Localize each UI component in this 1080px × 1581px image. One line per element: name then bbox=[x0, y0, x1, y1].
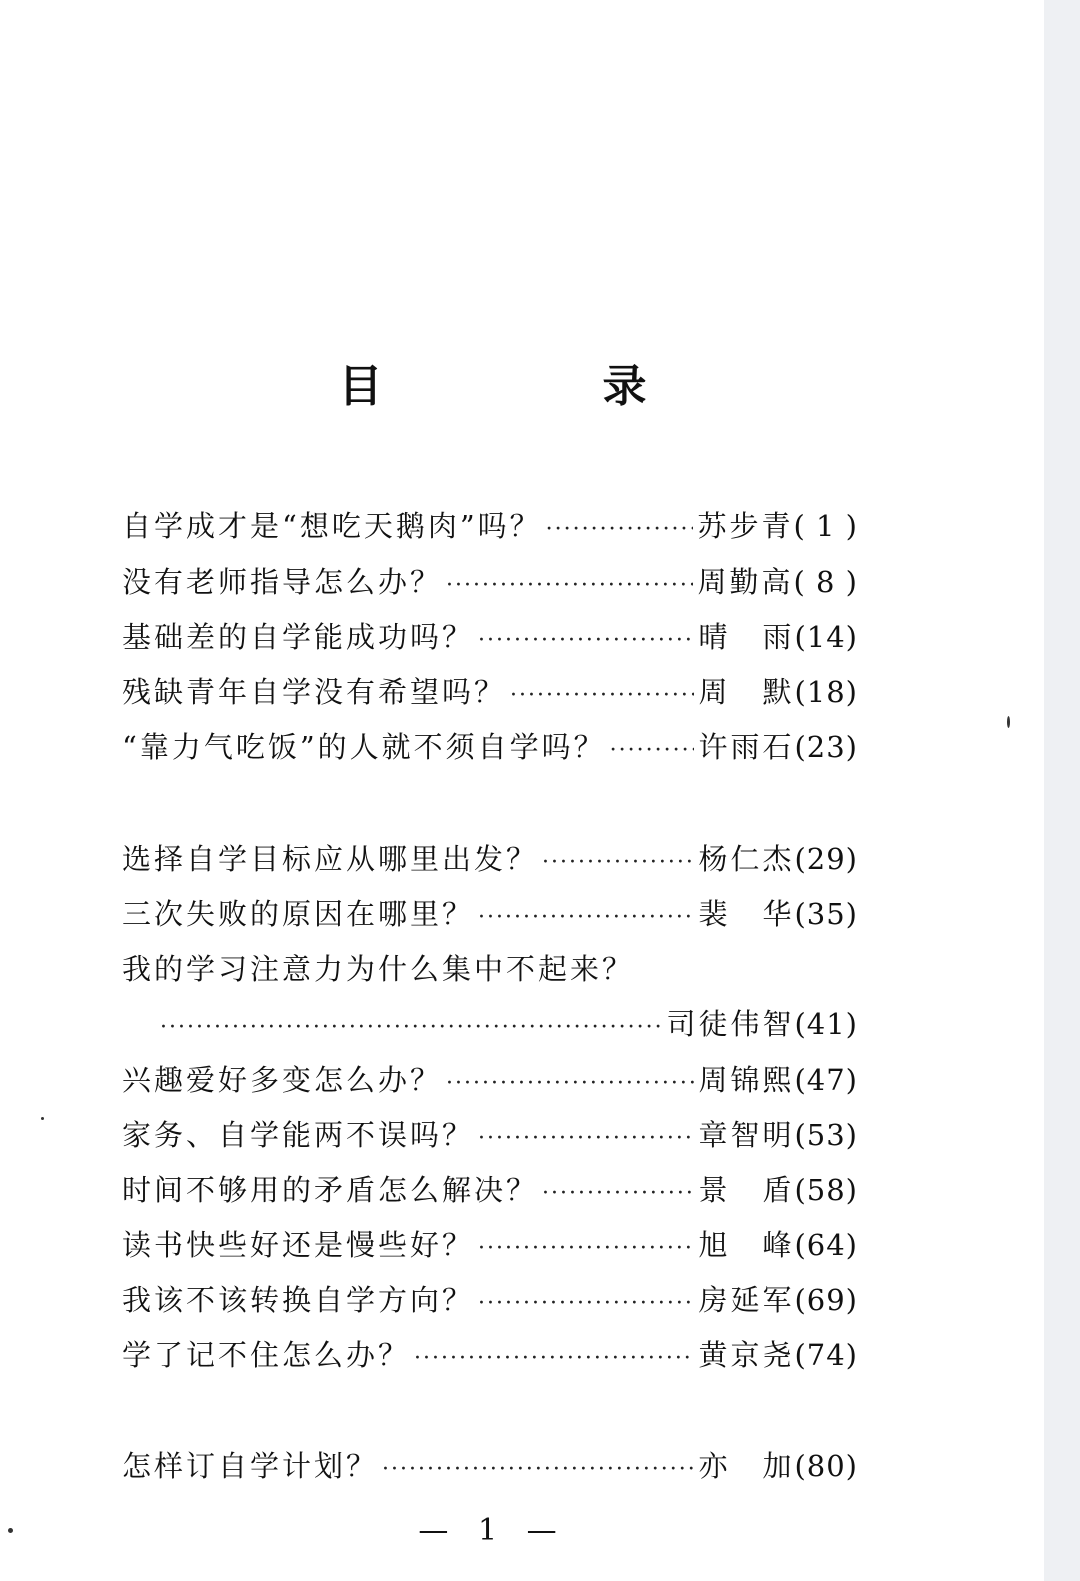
toc-entry: 学了记不住怎么办？ ····· 黄京尧 (74) bbox=[122, 1335, 858, 1379]
toc-entry-continued: ····· 司徒伟智 (41) bbox=[160, 1004, 858, 1048]
leader-dots bbox=[542, 1174, 694, 1214]
scan-edge bbox=[1044, 0, 1080, 1581]
toc-entry: 自学成才是“想吃天鹅肉”吗？ ····· 苏步青 ( 1 ) bbox=[122, 506, 858, 550]
toc-entry: 残缺青年自学没有希望吗？ ····· 周 默 (18) bbox=[122, 672, 858, 716]
page-title: 目 录 bbox=[338, 361, 735, 412]
leader-dots bbox=[478, 898, 694, 938]
toc-entry: 怎样订自学计划？ ····· 亦 加 (80) bbox=[122, 1446, 858, 1490]
toc-entry: 兴趣爱好多变怎么办？ ····· 周锦熙 (47) bbox=[122, 1060, 858, 1104]
toc-entry: 三次失败的原因在哪里？ ····· 裴 华 (35) bbox=[122, 894, 858, 938]
leader-dots bbox=[446, 1064, 694, 1104]
toc-entry: 读书快些好还是慢些好？ ····· 旭 峰 (64) bbox=[122, 1225, 858, 1269]
leader-dots bbox=[546, 510, 694, 550]
toc-entry: 家务、自学能两不误吗？ ····· 章智明 (53) bbox=[122, 1115, 858, 1159]
leader-dots bbox=[542, 843, 694, 883]
scan-speck bbox=[8, 1528, 13, 1533]
leader-dots bbox=[478, 1229, 694, 1269]
toc-entry: 我该不该转换自学方向？ ····· 房延军 (69) bbox=[122, 1280, 858, 1324]
toc-entry: “靠力气吃饭”的人就不须自学吗？ ····· 许雨石 (23) bbox=[122, 727, 858, 771]
leader-dots bbox=[382, 1450, 694, 1490]
toc-entry: 基础差的自学能成功吗？ ····· 晴 雨 (14) bbox=[122, 617, 858, 661]
leader-dots bbox=[610, 731, 695, 771]
leader-dots bbox=[478, 1119, 694, 1159]
leader-dots bbox=[510, 676, 694, 716]
leader-dots bbox=[478, 1284, 694, 1324]
scan-speck bbox=[1007, 716, 1010, 728]
leader-dots bbox=[478, 621, 694, 661]
page-number: — 1 — bbox=[418, 1513, 567, 1548]
toc-entry: 我的学习注意力为什么集中不起来？ bbox=[122, 952, 635, 986]
leader-dots bbox=[160, 1008, 662, 1048]
leader-dots bbox=[414, 1339, 694, 1379]
leader-dots bbox=[446, 566, 693, 606]
toc-entry: 时间不够用的矛盾怎么解决？ ····· 景 盾 (58) bbox=[122, 1170, 858, 1214]
toc-entry: 选择自学目标应从哪里出发？ ····· 杨仁杰 (29) bbox=[122, 839, 858, 883]
toc-entry: 没有老师指导怎么办？ ····· 周勤高 ( 8 ) bbox=[122, 562, 858, 606]
scan-speck bbox=[41, 1117, 44, 1120]
